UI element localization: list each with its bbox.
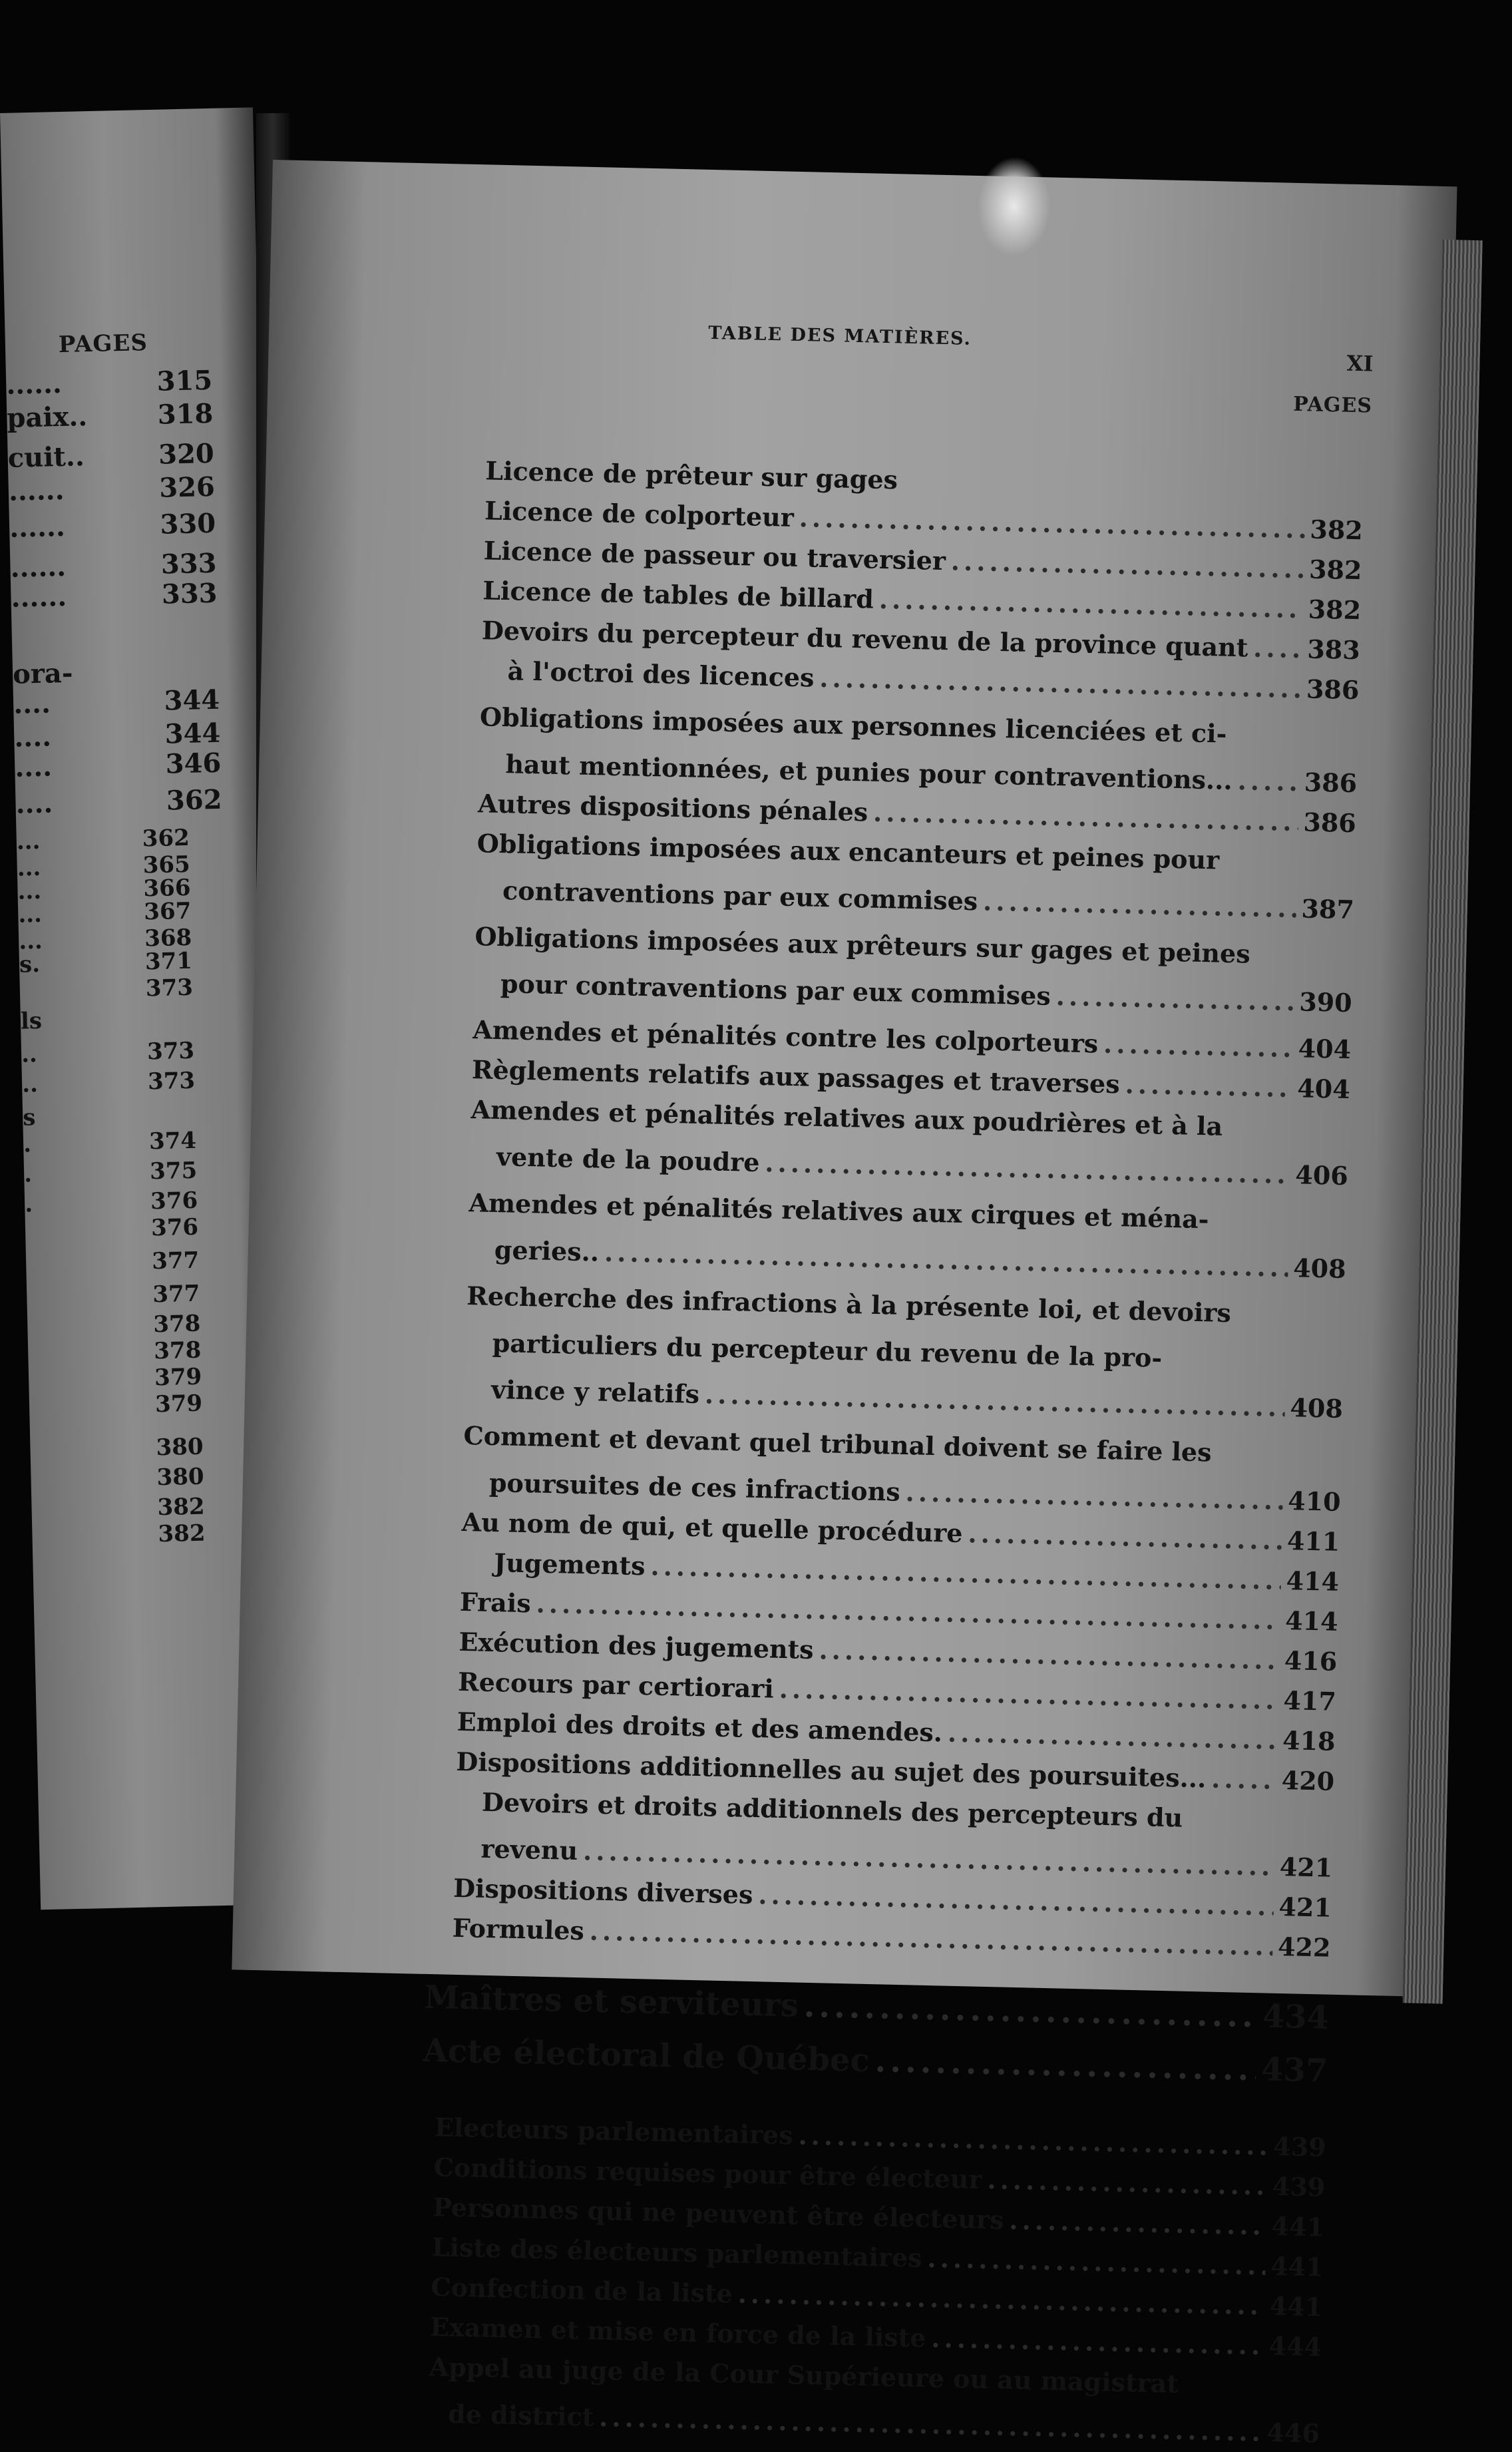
left-toc-row xyxy=(22,1068,196,1104)
left-toc-text: ls xyxy=(20,1007,43,1035)
left-toc-page: 366 xyxy=(143,874,191,903)
dot-leader xyxy=(968,1520,1282,1554)
toc-entry-title: Liste des électeurs parlementaires xyxy=(431,2232,923,2273)
toc-entry xyxy=(494,1549,1340,1598)
toc-entry-title: Amendes et pénalités relatives aux cirques et ména- xyxy=(469,1187,1210,1235)
toc-entry xyxy=(429,2353,1321,2403)
toc-entry-page xyxy=(1300,1230,1347,1231)
dot-leader xyxy=(779,1676,1278,1714)
left-toc-text: .... xyxy=(13,721,52,753)
toc-entry-title: à l'octroi des licences xyxy=(507,656,815,693)
dot-leader xyxy=(1214,1228,1295,1230)
left-toc-page: 373 xyxy=(146,1037,195,1066)
left-toc-page: 375 xyxy=(149,1157,198,1185)
left-toc-page: 382 xyxy=(158,1520,206,1548)
toc-entry xyxy=(431,2234,1324,2283)
dot-leader xyxy=(1236,1322,1293,1323)
toc-entry-title: Devoirs et droits additionnels des percepteurs du xyxy=(481,1786,1183,1833)
left-toc-page: 379 xyxy=(154,1390,203,1418)
dot-leader xyxy=(819,1637,1279,1674)
toc-entry-title: haut mentionnées, et punies pour contraventions... xyxy=(504,749,1233,795)
left-toc-page: 373 xyxy=(145,974,194,1002)
left-toc-text: ora- xyxy=(12,657,73,690)
toc-entry-page: 439 xyxy=(1272,2170,1326,2202)
dot-leader xyxy=(803,1989,1257,2033)
left-toc-page: 367 xyxy=(143,897,192,926)
dot-leader xyxy=(1009,2207,1266,2240)
toc-entry-title: contraventions par eux commises xyxy=(502,875,978,917)
toc-entry-title: poursuites de ces infractions xyxy=(488,1467,901,1507)
toc-entry xyxy=(507,658,1360,706)
left-toc-row xyxy=(25,1214,199,1250)
dot-leader xyxy=(931,2325,1264,2359)
left-toc-page: 333 xyxy=(160,547,217,580)
left-toc-text: . xyxy=(23,1161,33,1188)
toc-entry xyxy=(500,970,1352,1019)
toc-entry xyxy=(480,704,1359,753)
dot-leader xyxy=(948,1720,1278,1754)
toc-entry xyxy=(471,1096,1350,1145)
running-head: TABLE DES MATIÈRES. xyxy=(707,322,972,349)
left-toc-page: 376 xyxy=(150,1187,198,1215)
toc-entry-page: 422 xyxy=(1277,1931,1331,1963)
left-toc-text: ...... xyxy=(9,550,67,584)
toc-entry-page: 441 xyxy=(1269,2290,1323,2322)
dot-leader xyxy=(905,1479,1283,1514)
left-toc-row xyxy=(15,747,222,784)
dot-leader xyxy=(1125,1071,1292,1102)
toc-entry xyxy=(433,2154,1326,2203)
left-toc-text: ... xyxy=(17,901,43,928)
toc-entry-page: 408 xyxy=(1292,1253,1347,1285)
left-toc-text: s xyxy=(22,1104,36,1131)
dot-leader xyxy=(737,2281,1264,2320)
dot-leader xyxy=(950,548,1304,582)
toc-entry-page: 417 xyxy=(1283,1685,1337,1717)
toc-entry-page xyxy=(1298,1323,1345,1325)
toc-entry-title: Recours par certiorari xyxy=(457,1666,775,1704)
left-toc-page: 346 xyxy=(165,747,222,780)
toc-entry-page xyxy=(1306,964,1353,966)
toc-entry-title: vince y relatifs xyxy=(490,1374,700,1410)
toc-entry-title: Exécution des jugements xyxy=(459,1626,815,1665)
toc-entry-page: 410 xyxy=(1287,1486,1342,1517)
toc-entry-title: Dispositions additionnelles au sujet des poursuites... xyxy=(455,1746,1207,1794)
dot-leader xyxy=(1237,767,1299,795)
toc-entry-title: Comment et devant quel tribunal doivent se faire les xyxy=(463,1420,1213,1468)
toc-entry-page: 382 xyxy=(1308,594,1362,626)
toc-entry-title: revenu xyxy=(480,1833,578,1866)
left-toc-text: cuit.. xyxy=(7,441,85,474)
toc-entry-title: Amendes et pénalités contre les colporteurs xyxy=(472,1014,1099,1059)
toc-entry-page: 408 xyxy=(1290,1392,1344,1424)
toc-entry-page xyxy=(1311,745,1358,746)
toc-entry xyxy=(463,1422,1342,1472)
page-folio: XI xyxy=(1346,350,1374,377)
toc-entry-page: 441 xyxy=(1270,2250,1324,2282)
left-toc-page: 378 xyxy=(153,1336,202,1365)
left-toc-text: ...... xyxy=(8,474,65,507)
toc-entry-title: Recherche des infractions à la présente loi, et devoirs xyxy=(466,1281,1232,1328)
left-toc-row xyxy=(7,438,214,475)
left-toc-page: 318 xyxy=(157,397,214,431)
dot-leader xyxy=(903,489,1312,499)
dot-leader xyxy=(599,2404,1262,2446)
toc-entry-page: 390 xyxy=(1298,986,1353,1018)
left-toc-text: ...... xyxy=(9,511,66,544)
dot-leader xyxy=(589,1918,1272,1959)
toc-entry-page xyxy=(1286,1829,1333,1830)
left-toc-page: 362 xyxy=(142,824,190,853)
left-toc-text: ...... xyxy=(5,368,63,401)
toc-entry-page: 437 xyxy=(1260,2051,1328,2090)
toc-entry-title: Obligations imposées aux personnes licenciées et ci- xyxy=(479,702,1227,749)
toc-entry xyxy=(431,2274,1323,2323)
toc-entry-title: Emploi des droits et des amendes. xyxy=(457,1706,943,1748)
toc-entry-title: Devoirs du percepteur du revenu de la province quant xyxy=(481,615,1248,663)
dot-leader xyxy=(604,1239,1288,1281)
toc-entry-title: Confection de la liste xyxy=(431,2272,733,2309)
toc-entry-page: 382 xyxy=(1308,554,1362,586)
dot-leader xyxy=(874,2044,1256,2086)
left-toc-page: 378 xyxy=(152,1310,201,1338)
toc-entry-page xyxy=(1308,871,1355,873)
left-toc-page: 344 xyxy=(164,684,220,717)
left-toc-row xyxy=(15,784,222,821)
toc-entry-title: Règlements relatifs aux passages et traverses xyxy=(471,1054,1121,1100)
toc-entry-page: 416 xyxy=(1284,1645,1338,1677)
toc-entry-page xyxy=(1274,2395,1320,2396)
left-toc-page: 374 xyxy=(148,1127,197,1155)
left-toc-text: ... xyxy=(17,877,42,905)
left-toc-text: ...... xyxy=(10,580,67,614)
left-toc-page: 380 xyxy=(156,1433,204,1462)
toc-entry xyxy=(452,1912,1331,1964)
toc-entry-page: 382 xyxy=(1309,514,1364,546)
toc-entry-title: vente de la poudre xyxy=(496,1141,760,1177)
left-toc-text: ... xyxy=(18,927,43,955)
left-toc-row xyxy=(7,398,214,435)
pages-column-label: PAGES xyxy=(1292,392,1373,418)
toc-entry-title: Personnes qui ne peuvent être électeurs xyxy=(432,2192,1004,2235)
toc-entry-title: Conditions requises pour être électeur xyxy=(433,2152,983,2194)
left-toc-page: 362 xyxy=(166,783,223,817)
left-toc-page: 368 xyxy=(144,924,192,952)
toc-entry-page: 444 xyxy=(1268,2330,1322,2362)
toc-entry-title: Licence de passeur ou traversier xyxy=(483,535,946,576)
toc-entry xyxy=(423,1978,1330,2037)
dot-leader xyxy=(1232,743,1306,745)
toc-entry-title: Licence de tables de billard xyxy=(482,575,874,614)
left-toc-text: .... xyxy=(13,688,51,720)
dot-leader xyxy=(1167,1367,1292,1370)
left-toc-page: 377 xyxy=(152,1280,200,1309)
toc-entry-title: Frais xyxy=(459,1586,532,1619)
dot-leader xyxy=(987,2166,1267,2200)
toc-entry xyxy=(502,877,1355,926)
toc-entry-page: 406 xyxy=(1294,1159,1349,1191)
toc-entry-title: Formules xyxy=(452,1912,585,1946)
dot-leader xyxy=(536,1591,1280,1634)
toc-entry xyxy=(434,2114,1326,2163)
dot-leader xyxy=(650,1553,1281,1593)
left-toc-row xyxy=(6,365,213,401)
toc-entry-title: geries.. xyxy=(494,1234,600,1267)
toc-entry xyxy=(476,830,1356,879)
dot-leader xyxy=(705,1381,1285,1421)
toc-entry-title: Maîtres et serviteurs xyxy=(423,1978,799,2025)
left-pages-label: PAGES xyxy=(58,329,148,359)
toc-entry-title: Obligations imposées aux encanteurs et peines pour xyxy=(476,828,1220,875)
toc-entry-title: Amendes et pénalités relatives aux poudrières et à la xyxy=(471,1094,1223,1141)
toc-entry-page: 386 xyxy=(1306,674,1360,706)
dot-leader xyxy=(1225,869,1303,871)
left-toc-row xyxy=(29,1390,203,1426)
toc-entry-page: 420 xyxy=(1281,1765,1335,1796)
dot-leader xyxy=(798,2123,1268,2160)
dot-leader xyxy=(1103,1031,1294,1062)
left-toc-text: ... xyxy=(16,827,41,855)
left-toc-page: 376 xyxy=(150,1213,199,1242)
left-toc-page: 320 xyxy=(158,437,215,471)
dot-leader xyxy=(1183,2393,1268,2395)
toc-entry-page xyxy=(1317,499,1364,500)
dot-leader xyxy=(1228,1135,1297,1137)
left-toc-text: ... xyxy=(17,854,41,882)
left-toc-row xyxy=(32,1520,206,1556)
toc-entry xyxy=(467,1283,1346,1332)
toc-list xyxy=(232,160,1457,2449)
dot-leader xyxy=(799,505,1305,542)
toc-entry-page: 441 xyxy=(1271,2210,1325,2242)
left-toc-text: s. xyxy=(19,950,41,978)
toc-entry-page xyxy=(1302,1137,1349,1138)
left-toc-page: 326 xyxy=(158,471,216,504)
toc-entry xyxy=(430,2314,1322,2363)
toc-entry-title: Jugements xyxy=(493,1547,646,1581)
toc-entry xyxy=(474,923,1354,972)
left-toc-page: 344 xyxy=(164,717,221,750)
toc-entry-page xyxy=(1297,1370,1344,1371)
toc-entry-page: 387 xyxy=(1301,893,1355,925)
dot-leader xyxy=(819,665,1302,702)
left-toc-page: 330 xyxy=(160,507,216,540)
toc-entry-page: 434 xyxy=(1262,1997,1330,2037)
dot-leader xyxy=(873,799,1298,835)
toc-entry-title: Au nom de qui, et quelle procédure xyxy=(461,1506,964,1549)
left-toc-row xyxy=(21,1004,194,1040)
right-page xyxy=(232,160,1457,2449)
toc-entry-title: particuliers du percepteur du revenu de la pro- xyxy=(492,1327,1163,1373)
left-toc-page: 365 xyxy=(142,851,191,879)
toc-entry-page: 439 xyxy=(1272,2131,1327,2162)
toc-entry-page: 404 xyxy=(1296,1073,1351,1105)
toc-entry xyxy=(433,2194,1325,2243)
left-toc-text: .... xyxy=(15,787,53,820)
toc-entry-title: Licence de colporteur xyxy=(484,495,795,532)
toc-entry xyxy=(469,1189,1348,1239)
dot-leader xyxy=(758,1882,1274,1920)
left-toc-row xyxy=(26,1247,200,1283)
toc-entry-title: Appel au juge de la Cour Supérieure ou au magistrat xyxy=(429,2351,1179,2399)
left-toc-row xyxy=(8,471,215,508)
toc-entry-page: 414 xyxy=(1286,1565,1340,1597)
left-toc-row xyxy=(9,508,216,544)
toc-entry-page: 411 xyxy=(1286,1526,1340,1557)
dot-leader xyxy=(1055,983,1294,1015)
toc-entry-page: 414 xyxy=(1284,1605,1339,1637)
toc-entry xyxy=(481,1786,1334,1838)
toc-entry-page: 386 xyxy=(1302,807,1357,839)
left-toc-page: 371 xyxy=(144,947,193,976)
toc-entry xyxy=(494,1234,1347,1285)
toc-entry-page: 421 xyxy=(1278,1891,1332,1923)
dot-leader xyxy=(1188,1827,1282,1829)
toc-entry xyxy=(492,1327,1344,1378)
left-toc-page: 379 xyxy=(154,1363,202,1392)
toc-entry-title: Obligations imposées aux prêteurs sur gages et peines xyxy=(474,921,1251,969)
toc-entry-page: 404 xyxy=(1298,1033,1352,1065)
toc-entry-page xyxy=(1295,1463,1342,1464)
toc-entry xyxy=(447,2398,1320,2450)
left-toc-text: paix.. xyxy=(6,401,88,434)
toc-entry xyxy=(422,2031,1328,2091)
toc-entry xyxy=(496,1143,1349,1192)
dot-leader xyxy=(1217,1462,1290,1463)
toc-entry-title: Autres dispositions pénales xyxy=(477,788,868,827)
left-toc-page: 377 xyxy=(151,1247,200,1275)
toc-entry-page: 383 xyxy=(1306,634,1361,666)
toc-entry-title: de district xyxy=(447,2398,594,2432)
left-toc-page: 315 xyxy=(156,364,213,397)
left-toc-page: 380 xyxy=(156,1463,205,1492)
left-toc-text: .. xyxy=(21,1071,39,1098)
left-toc-page: 382 xyxy=(157,1493,206,1522)
dot-leader xyxy=(1255,963,1301,964)
left-toc-row xyxy=(13,684,220,721)
left-toc-text: . xyxy=(24,1191,33,1218)
left-toc-text: . xyxy=(23,1131,32,1158)
left-toc-page: 333 xyxy=(161,577,218,610)
left-toc-text: .. xyxy=(21,1041,38,1068)
toc-entry-title: Examen et mise en force de la liste xyxy=(429,2312,926,2353)
dot-leader xyxy=(765,1149,1290,1188)
dot-leader xyxy=(1253,635,1302,663)
left-toc-text: .... xyxy=(14,751,53,783)
toc-entry-page: 386 xyxy=(1304,767,1358,799)
left-toc-page: 373 xyxy=(147,1067,196,1096)
left-toc-row xyxy=(11,578,218,614)
toc-entry-title: Acte électoral de Québec xyxy=(422,2031,870,2080)
toc-entry-title: Electeurs parlementaires xyxy=(434,2112,794,2150)
dot-leader xyxy=(878,586,1303,622)
dot-leader xyxy=(983,889,1296,922)
toc-entry-page: 418 xyxy=(1282,1725,1336,1756)
toc-entry-title: Dispositions diverses xyxy=(453,1872,753,1910)
toc-entry-page: 421 xyxy=(1279,1851,1333,1883)
toc-entry xyxy=(453,1872,1332,1924)
dot-leader xyxy=(583,1838,1275,1880)
toc-entry-page: 446 xyxy=(1266,2417,1320,2449)
toc-entry xyxy=(491,1376,1344,1425)
dot-leader xyxy=(927,2245,1266,2280)
toc-entry-title: Licence de prêteur sur gages xyxy=(484,455,898,495)
toc-entry-title: pour contraventions par eux commises xyxy=(500,968,1051,1011)
dot-leader xyxy=(1211,1766,1276,1794)
